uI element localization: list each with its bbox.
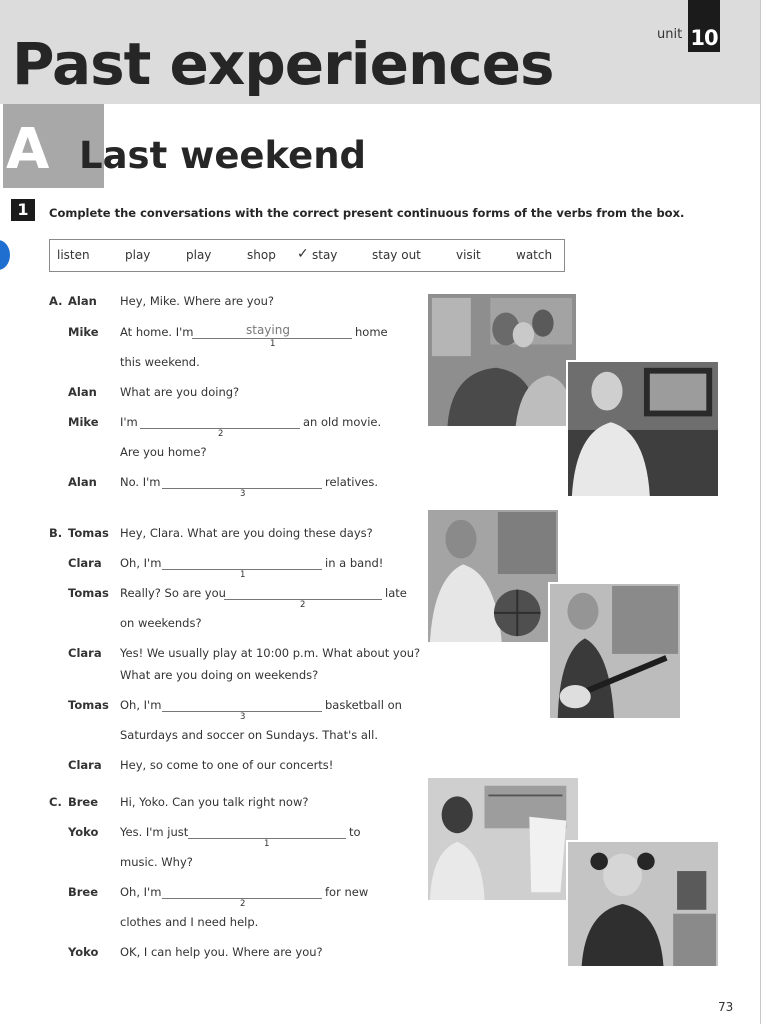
blank-number: 3 [240,489,246,499]
dialogue-line: late [385,586,407,600]
speaker-name: Bree [68,795,99,809]
blank-number: 2 [218,429,224,439]
dialogue-line: basketball on [325,698,402,712]
conversation-letter: B. [49,526,63,540]
dialogue-line: Yes. I'm just [120,825,189,839]
dialogue-line: Hey, Mike. Where are you? [120,294,275,308]
dialogue-line: What are you doing on weekends? [120,668,319,682]
section-title: Last weekend [79,134,367,177]
dialogue-line: Hey, so come to one of our concerts! [120,758,334,772]
blank-number: 2 [300,600,306,610]
word-box-item: listen [57,248,90,262]
dialogue-line: for new [325,885,369,899]
speaker-name: Mike [68,415,99,429]
photo-clara-guitar [548,582,682,720]
unit-label: unit [657,27,683,42]
speaker-name: Tomas [68,586,109,600]
speaker-name: Alan [68,385,97,399]
conversation-letter: A. [49,294,63,308]
blank-number: 1 [264,839,270,849]
speaker-name: Clara [68,556,102,570]
speaker-name: Alan [68,294,97,308]
page-title: Past experiences [12,30,554,98]
page-edge-rule [760,0,761,1024]
photo-bree-shopping [426,776,580,902]
photo-mike-family [426,292,578,428]
dialogue-line: Yes! We usually play at 10:00 p.m. What about you? [120,646,421,660]
word-box-item: visit [456,248,481,262]
blank-number: 1 [270,339,276,349]
unit-number: 10 [690,26,718,50]
section-letter: A [6,117,50,182]
blank-number: 2 [240,899,246,909]
blank-number: 3 [240,712,246,722]
dialogue-line: What are you doing? [120,385,240,399]
dialogue-line: Oh, I'm [120,885,162,899]
photo-yoko-music [566,840,720,968]
speaker-name: Bree [68,885,99,899]
dialogue-line: OK, I can help you. Where are you? [120,945,323,959]
word-box-item: play [125,248,151,262]
dialogue-line: this weekend. [120,355,200,369]
check-mark-icon: ✓ [297,246,309,262]
word-box-item: watch [516,248,553,262]
dialogue-line: Saturdays and soccer on Sundays. That's all. [120,728,378,742]
word-box-item: stay out [372,248,421,262]
speaker-name: Clara [68,758,102,772]
word-box-item: shop [247,248,276,262]
photo-tomas-basketball [426,508,560,644]
dialogue-line: home [355,325,388,339]
dialogue-line: I'm [120,415,138,429]
dialogue-line: Hey, Clara. What are you doing these days? [120,526,373,540]
dialogue-line: relatives. [325,475,379,489]
dialogue-line: to [349,825,361,839]
dialogue-line: Really? So are you [120,586,226,600]
word-box-item: play [186,248,212,262]
speaker-name: Tomas [68,526,109,540]
dialogue-line: Hi, Yoko. Can you talk right now? [120,795,309,809]
speaker-name: Yoko [68,945,99,959]
dialogue-line: music. Why? [120,855,193,869]
word-box-item: stay [312,248,338,262]
dialogue-line: Oh, I'm [120,698,162,712]
conversation-letter: C. [49,795,62,809]
dialogue-line: At home. I'm [120,325,194,339]
blank-number: 1 [240,570,246,580]
dialogue-line: in a band! [325,556,384,570]
exercise-instruction: Complete the conversations with the correct present continuous forms of the verbs from the box. [49,206,685,220]
speaker-name: Alan [68,475,97,489]
audio-marker-icon[interactable] [0,240,10,270]
speaker-name: Mike [68,325,99,339]
speaker-name: Yoko [68,825,99,839]
dialogue-line: Are you home? [120,445,207,459]
dialogue-line: No. I'm [120,475,161,489]
photo-alan-phone [566,360,720,498]
speaker-name: Clara [68,646,102,660]
exercise-number: 1 [11,199,35,221]
speaker-name: Tomas [68,698,109,712]
dialogue-line: clothes and I need help. [120,915,259,929]
page-number: 73 [718,1000,734,1014]
example-answer: staying [246,323,290,337]
dialogue-line: on weekends? [120,616,202,630]
dialogue-line: an old movie. [303,415,382,429]
dialogue-line: Oh, I'm [120,556,162,570]
